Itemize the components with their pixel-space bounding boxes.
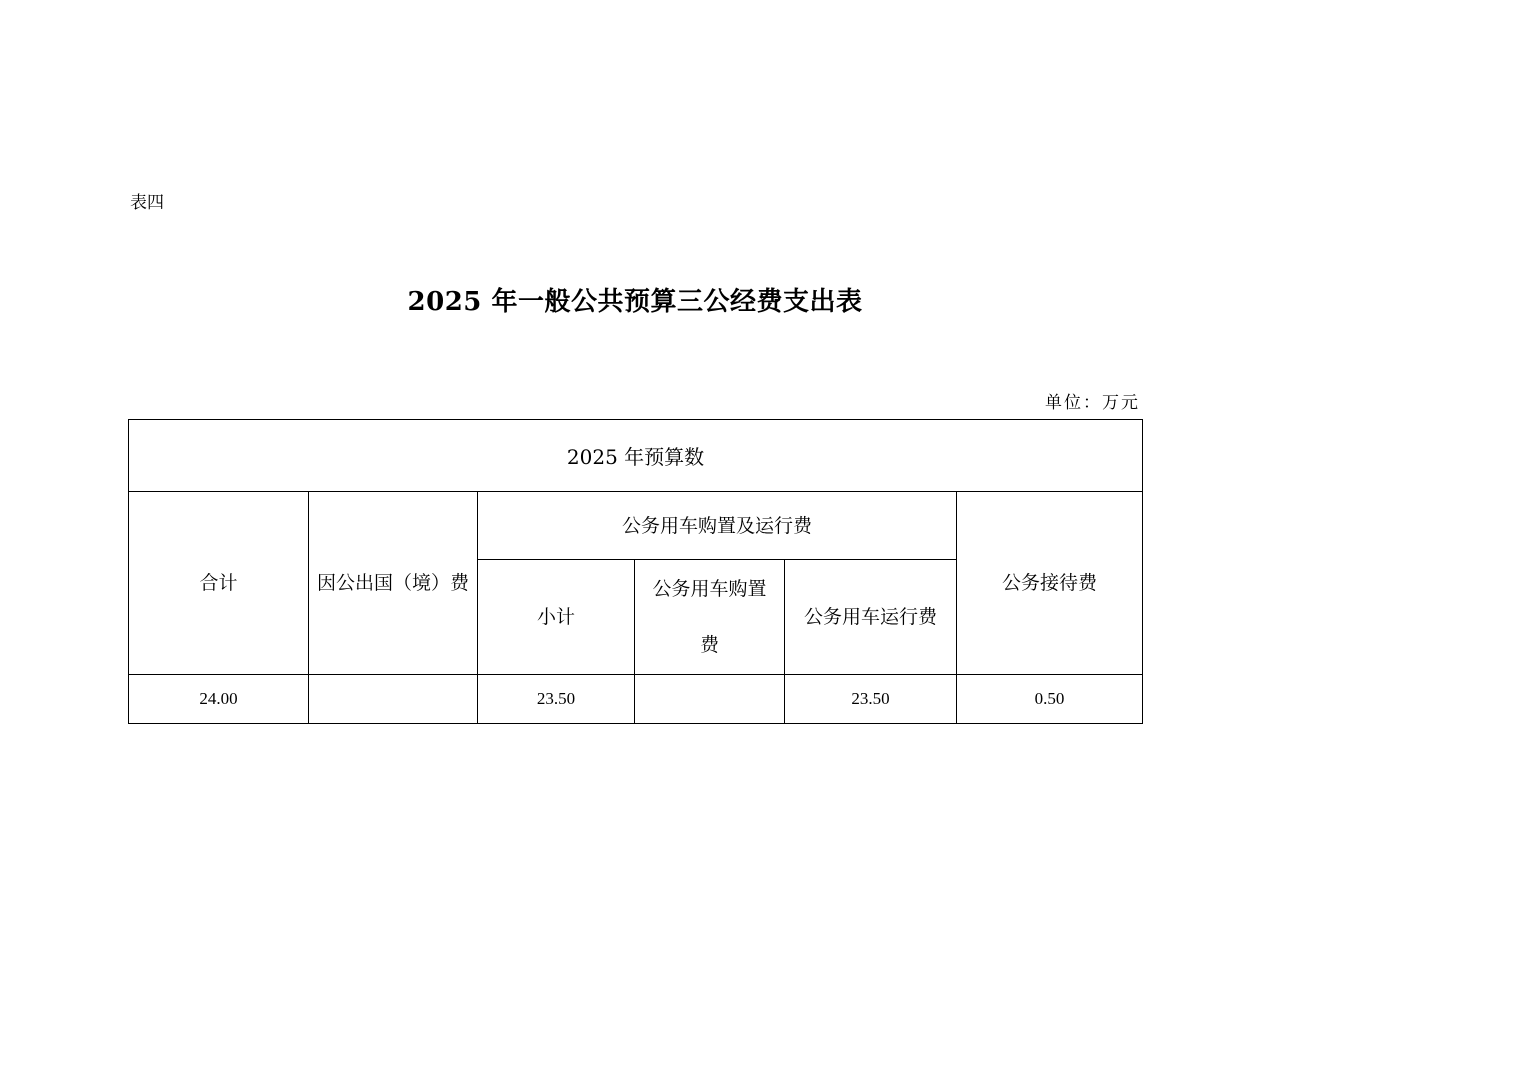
value-reception: 0.50 [957,675,1143,724]
value-overseas [309,675,478,724]
header-vehicle-group: 公务用车购置及运行费 [478,492,957,560]
header-reception: 公务接待费 [957,492,1143,675]
document-title: 2025 年一般公共预算三公经费支出表 [407,287,863,317]
table-header-row-1 [129,420,1143,492]
value-vehicle-operation: 23.50 [785,675,957,724]
table-row [129,675,1143,724]
header-budget-year: 2025 年预算数 [129,420,1143,492]
budget-table [128,419,1143,724]
header-vehicle-operation: 公务用车运行费 [785,560,957,675]
unit-label: 单位：万元 [1045,393,1140,413]
header-vehicle-subtotal: 小计 [478,560,635,675]
value-vehicle-purchase [635,675,785,724]
header-vehicle-purchase-cell [635,560,785,675]
header-vehicle-purchase: 公务用车购置费 [652,578,767,656]
table-header-row-2 [129,492,1143,560]
table-label: 表四 [130,193,164,213]
header-total: 合计 [129,492,309,675]
value-total: 24.00 [129,675,309,724]
value-vehicle-subtotal: 23.50 [478,675,635,724]
header-overseas: 因公出国（境）费 [309,492,478,675]
